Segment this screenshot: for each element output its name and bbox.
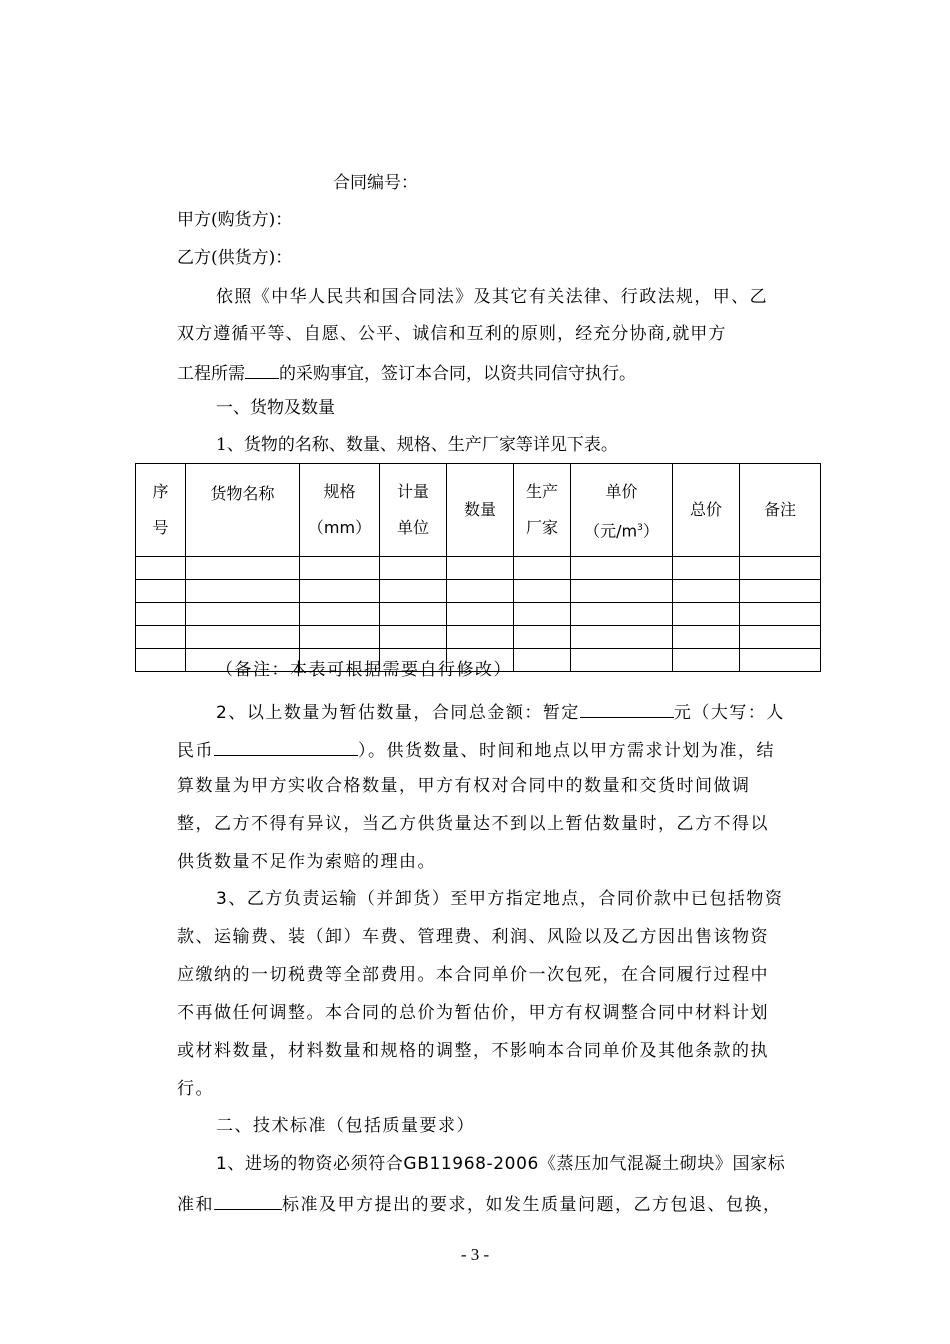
section-1-item-2-line-2 (177, 738, 775, 761)
section-1-item-3-line-3: 应缴纳的一切税费等全部费用。本合同单价一次包死，在合同履行过程中 (177, 965, 769, 985)
goods-table (135, 463, 821, 672)
item-2-pre: 2、以上数量为暂估数量，合同总金额：暂定 (216, 703, 580, 723)
col-maker: 生产 厂家 (514, 464, 571, 557)
table-row (136, 580, 821, 603)
amount-blank (580, 700, 674, 718)
project-blank (245, 361, 279, 379)
section-1-item-2-line-5: 供货数量不足作为索赔的理由。 (177, 852, 436, 872)
section-1-item-3-line-5: 或材料数量，材料数量和规格的调整，不影响本合同单价及其他条款的执 (177, 1041, 769, 1061)
section-1-item-3-line-4: 不再做任何调整。本合同的总价为暂估价，甲方有权调整合同中材料计划 (177, 1003, 769, 1023)
col-seq: 序 号 (136, 464, 186, 557)
standard-blank (214, 1192, 282, 1210)
contract-number-label: 合同编号： (333, 173, 418, 193)
section-1-item-3-line-2: 款、运输费、装（卸）车费、管理费、利润、风险以及乙方因出售该物资 (177, 927, 769, 947)
section-2-item-1-line-1: 1、进场的物资必须符合GB11968-2006《蒸压加气混凝土砌块》国家标 (216, 1154, 786, 1174)
section-2-item-1-line-2 (177, 1192, 782, 1215)
col-name: 货物名称 (186, 464, 300, 557)
s2-item-1-post: 标准及甲方提出的要求，如发生质量问题，乙方包退、包换， (282, 1195, 782, 1215)
item-2-l2-post: ）。供货数量、时间和地点以甲方需求计划为准，结 (358, 741, 775, 761)
col-unit: 计量 单位 (380, 464, 447, 557)
intro-line-1: 依照《中华人民共和国合同法》及其它有关法律、行政法规，甲、乙 (216, 287, 768, 307)
section-1-item-1: 1、货物的名称、数量、规格、生产厂家等详见下表。 (216, 435, 618, 455)
section-1-item-2-line-3: 算数量为甲方实收合格数量，甲方有权对合同中的数量和交货时间做调 (177, 776, 751, 796)
section-1-item-2-line-1 (216, 700, 785, 723)
col-price: 单价 （元$/m^3$） (571, 464, 673, 557)
section-1-item-3-line-6: 行。 (177, 1079, 214, 1099)
intro-line-2: 双方遵循平等、自愿、公平、诚信和互利的原则，经充分协商,就甲方 (177, 324, 727, 344)
amount-words-blank (214, 738, 358, 756)
table-row (136, 557, 821, 580)
section-1-item-3-line-1: 3、乙方负责运输（并卸货）至甲方指定地点，合同价款中已包括物资 (216, 889, 784, 909)
col-total: 总价 (673, 464, 740, 557)
section-1-item-2-line-4: 整，乙方不得有异议，当乙方供货量达不到以上暂估数量时，乙方不得以 (177, 814, 769, 834)
intro-line-3-pre: 工程所需 (177, 364, 245, 384)
col-spec: 规格 （mm） (300, 464, 380, 557)
page-number: - 3 - (460, 1245, 490, 1264)
intro-line-3-post: 的采购事宜，签订本合同，以资共同信守执行。 (279, 364, 636, 384)
section-2-title: 二、技术标准（包括质量要求） (216, 1116, 475, 1136)
party-b-label: 乙方(供货方)： (177, 248, 293, 268)
intro-line-3 (177, 361, 636, 384)
item-2-post: 元（大写：人 (673, 703, 785, 723)
party-a-label: 甲方(购货方)： (177, 210, 293, 230)
s2-item-1-pre: 准和 (177, 1195, 214, 1215)
col-remark: 备注 (740, 464, 821, 557)
table-note: （备注：本表可根据需要自行修改） (216, 660, 512, 680)
item-2-l2-pre: 民币 (177, 741, 214, 761)
table-row (136, 626, 821, 649)
section-1-title: 一、货物及数量 (216, 398, 335, 418)
table-header-row (136, 464, 821, 557)
col-qty: 数量 (447, 464, 514, 557)
table-row (136, 603, 821, 626)
